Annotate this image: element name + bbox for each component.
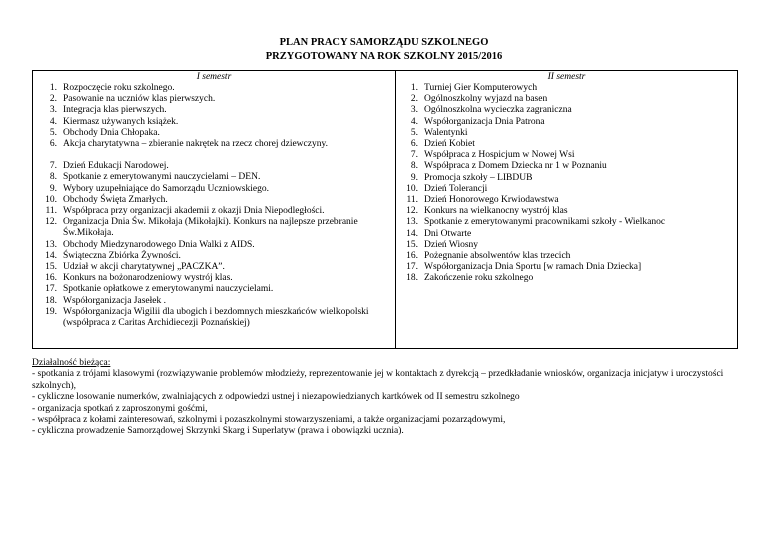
list-item (33, 184, 395, 195)
current-activity-line: - organizacja spotkań z zaproszonymi gośćmi, (32, 403, 208, 414)
list-item-number: 2. (410, 94, 418, 105)
list-item-text: Kiermasz używanych książek. (63, 116, 179, 127)
list-item-number: 15. (45, 262, 57, 273)
list-item (396, 262, 737, 273)
list-item (33, 273, 395, 284)
list-item (396, 173, 737, 184)
list-item-number: 13. (406, 217, 418, 228)
current-activity-section (32, 358, 737, 438)
list-item-number: 10. (406, 183, 418, 194)
list-item (33, 83, 395, 94)
list-item-text: Współorganizacja Dnia Sportu [w ramach Dnia Dziecka] (424, 262, 642, 273)
list-item-text: Współpraca przy organizacji akademii z okazji Dnia Niepodległości. (63, 206, 325, 217)
list-item-number: 13. (45, 239, 57, 250)
list-item (33, 172, 395, 183)
list-item-number: 7. (410, 150, 418, 161)
list-item (33, 117, 395, 128)
list-item (396, 94, 737, 105)
current-activity-line: - współpraca z kołami zainteresowań, szkolnymi i pozaszkolnymi stowarzyszeniami, a także organizacjami pozarządowymi, (32, 415, 506, 426)
list-item (396, 105, 737, 116)
list-item-text: Wybory uzupełniające do Samorządu Uczniowskiego. (63, 183, 269, 194)
semester-2-heading: II semestr (547, 72, 586, 82)
list-item (396, 117, 737, 128)
list-item-number: 5. (410, 127, 418, 138)
list-item-number: 4. (49, 116, 57, 127)
list-item (33, 307, 395, 329)
list-item (396, 161, 737, 172)
list-item (396, 139, 737, 150)
list-item (33, 94, 395, 105)
semester-1-heading: I semestr (196, 72, 232, 82)
list-item-text: Współorganizacja Jasełek . (63, 295, 166, 306)
list-spacer (33, 150, 395, 161)
current-activity-lines (32, 369, 737, 437)
list-item-text: Turniej Gier Komputerowych (424, 83, 538, 93)
list-item-number: 10. (45, 194, 57, 205)
list-item-text: Pożegnanie absolwentów klas trzecich (424, 251, 571, 262)
list-item-number: 5. (49, 127, 57, 138)
list-item-text: Współorganizacja Dnia Patrona (424, 116, 545, 127)
list-item (33, 262, 395, 273)
list-item-number: 12. (406, 206, 418, 217)
list-item-number: 15. (406, 239, 418, 250)
list-item-number: 3. (410, 105, 418, 116)
list-item-text: Spotkanie z emerytowanymi pracownikami szkoły - Wielkanoc (424, 217, 666, 228)
list-item-text: Ogólnoszkolna wycieczka zagraniczna (424, 105, 572, 116)
list-item-number: 11. (406, 195, 418, 206)
list-item (33, 139, 395, 150)
current-activity-line: - cykliczne losowanie numerków, zwalniających z odpowiedzi ustnej i niezapowiedzianych kartkówek od II semestru szkolnego (32, 392, 520, 403)
list-item-number: 16. (406, 251, 418, 262)
list-item-number: 6. (410, 139, 418, 150)
semester-2-cell (396, 71, 738, 349)
list-item-text: Dzień Kobiet (424, 139, 475, 150)
list-item (33, 284, 395, 295)
document-title-line-1: PLAN PRACY SAMORZĄDU SZKOLNEGO (279, 37, 489, 48)
semester-1-list-group-1 (33, 83, 395, 150)
list-item (33, 206, 395, 217)
list-item (396, 229, 737, 240)
current-activity-line: - cykliczna prowadzenie Samorządowej Skrzynki Skarg i Superlatyw (prawa i obowiązki ucznia). (32, 426, 404, 437)
list-item-text: Konkurs na bożonarodzeniowy wystrój klas. (63, 273, 233, 284)
list-item-text: Współorganizacja Wigilii dla ubogich i bezdomnych mieszkańców wielkopolski (współpraca z Caritas Archidiecezji Poznańskiej) (63, 306, 369, 329)
list-item-text: Walentynki (424, 127, 468, 138)
list-item-number: 16. (45, 273, 57, 284)
list-item-text: Świąteczna Zbiórka Żywności. (63, 250, 181, 261)
list-item-text: Spotkanie opłatkowe z emerytowanymi nauczycielami. (63, 284, 274, 295)
list-item (396, 150, 737, 161)
list-item-text: Współpraca z Hospicjum w Nowej Wsi (424, 150, 575, 161)
list-item-text: Obchody Święta Zmarłych. (63, 194, 168, 205)
list-item (33, 240, 395, 251)
list-item-number: 1. (410, 83, 418, 93)
list-item-number: 14. (406, 228, 418, 239)
list-item-text: Dzień Tolerancji (424, 183, 488, 194)
list-item (33, 105, 395, 116)
current-activity-line: - spotkania z trójami klasowymi (rozwiązywanie problemów młodzieży, reprezentowanie jej w kontaktach z dyrekcją – przedkładanie wniosków, organizacja inicjatyw i uroczystości szkolnych), (32, 369, 724, 391)
list-item-text: Dzień Honorowego Krwiodawstwa (424, 195, 559, 206)
list-item (396, 83, 737, 94)
list-item-text: Organizacja Dnia Św. Mikołaja (Mikołajki). Konkurs na najlepsze przebranie Św.Mikołaja. (63, 217, 358, 239)
list-item-number: 6. (49, 139, 57, 150)
list-item (396, 195, 737, 206)
list-item-number: 3. (49, 105, 57, 116)
list-item (33, 161, 395, 172)
list-item-number: 4. (410, 116, 418, 127)
semester-2-list (396, 83, 737, 285)
list-item-text: Spotkanie z emerytowanymi nauczycielami – DEN. (63, 172, 261, 183)
list-item (396, 217, 737, 228)
list-item-text: Pasowanie na uczniów klas pierwszych. (63, 94, 216, 105)
list-item-number: 1. (49, 83, 57, 93)
list-item-number: 17. (406, 262, 418, 273)
list-item-text: Dni Otwarte (424, 228, 472, 239)
list-item-number: 18. (406, 273, 418, 284)
semester-1-list-group-2 (33, 161, 395, 329)
list-item-text: Obchody Dnia Chłopaka. (63, 127, 160, 138)
list-item-number: 12. (45, 217, 57, 228)
list-item-text: Współpraca z Domem Dziecka nr 1 w Poznaniu (424, 161, 607, 172)
list-item-text: Integracja klas pierwszych. (63, 105, 167, 116)
list-item-number: 18. (45, 295, 57, 306)
semester-1-cell (33, 71, 396, 349)
list-item (396, 128, 737, 139)
list-item (33, 195, 395, 206)
list-item-text: Ogólnoszkolny wyjazd na basen (424, 94, 548, 105)
list-item (33, 251, 395, 262)
list-item (396, 273, 737, 284)
list-item-number: 14. (45, 250, 57, 261)
list-item-text: Dzień Wiosny (424, 239, 479, 250)
list-item-text: Akcja charytatywna – zbieranie nakrętek na rzecz chorej dziewczyny. (63, 139, 328, 150)
list-item (33, 296, 395, 307)
list-item-text: Promocja szkoły – LIBDUB (424, 172, 533, 183)
list-item (396, 184, 737, 195)
list-item-number: 9. (49, 183, 57, 194)
list-item (33, 128, 395, 139)
list-item-number: 2. (49, 94, 57, 105)
list-item-number: 9. (410, 172, 418, 183)
list-item-number: 19. (45, 306, 57, 317)
list-item-text: Konkurs na wielkanocny wystrój klas (424, 206, 568, 217)
list-item (33, 217, 395, 239)
list-item-text: Udział w akcji charytatywnej „PACZKA”. (63, 262, 225, 273)
list-item-number: 8. (49, 172, 57, 183)
plan-table (32, 70, 738, 349)
list-item-text: Zakończenie roku szkolnego (424, 273, 534, 284)
current-activity-heading: Działalność bieżąca: (32, 358, 111, 368)
list-item (396, 251, 737, 262)
list-item-number: 8. (410, 161, 418, 172)
list-item-number: 17. (45, 284, 57, 295)
list-item (396, 240, 737, 251)
list-item-text: Rozpoczęcie roku szkolnego. (63, 83, 175, 93)
list-item-text: Dzień Edukacji Narodowej. (63, 161, 169, 172)
list-item-text: Obchody Miedzynarodowego Dnia Walki z AIDS. (63, 239, 255, 250)
document-title-line-2: PRZYGOTOWANY NA ROK SZKOLNY 2015/2016 (265, 51, 503, 62)
list-item (396, 206, 737, 217)
list-item-number: 7. (49, 161, 57, 172)
list-item-number: 11. (45, 206, 57, 217)
